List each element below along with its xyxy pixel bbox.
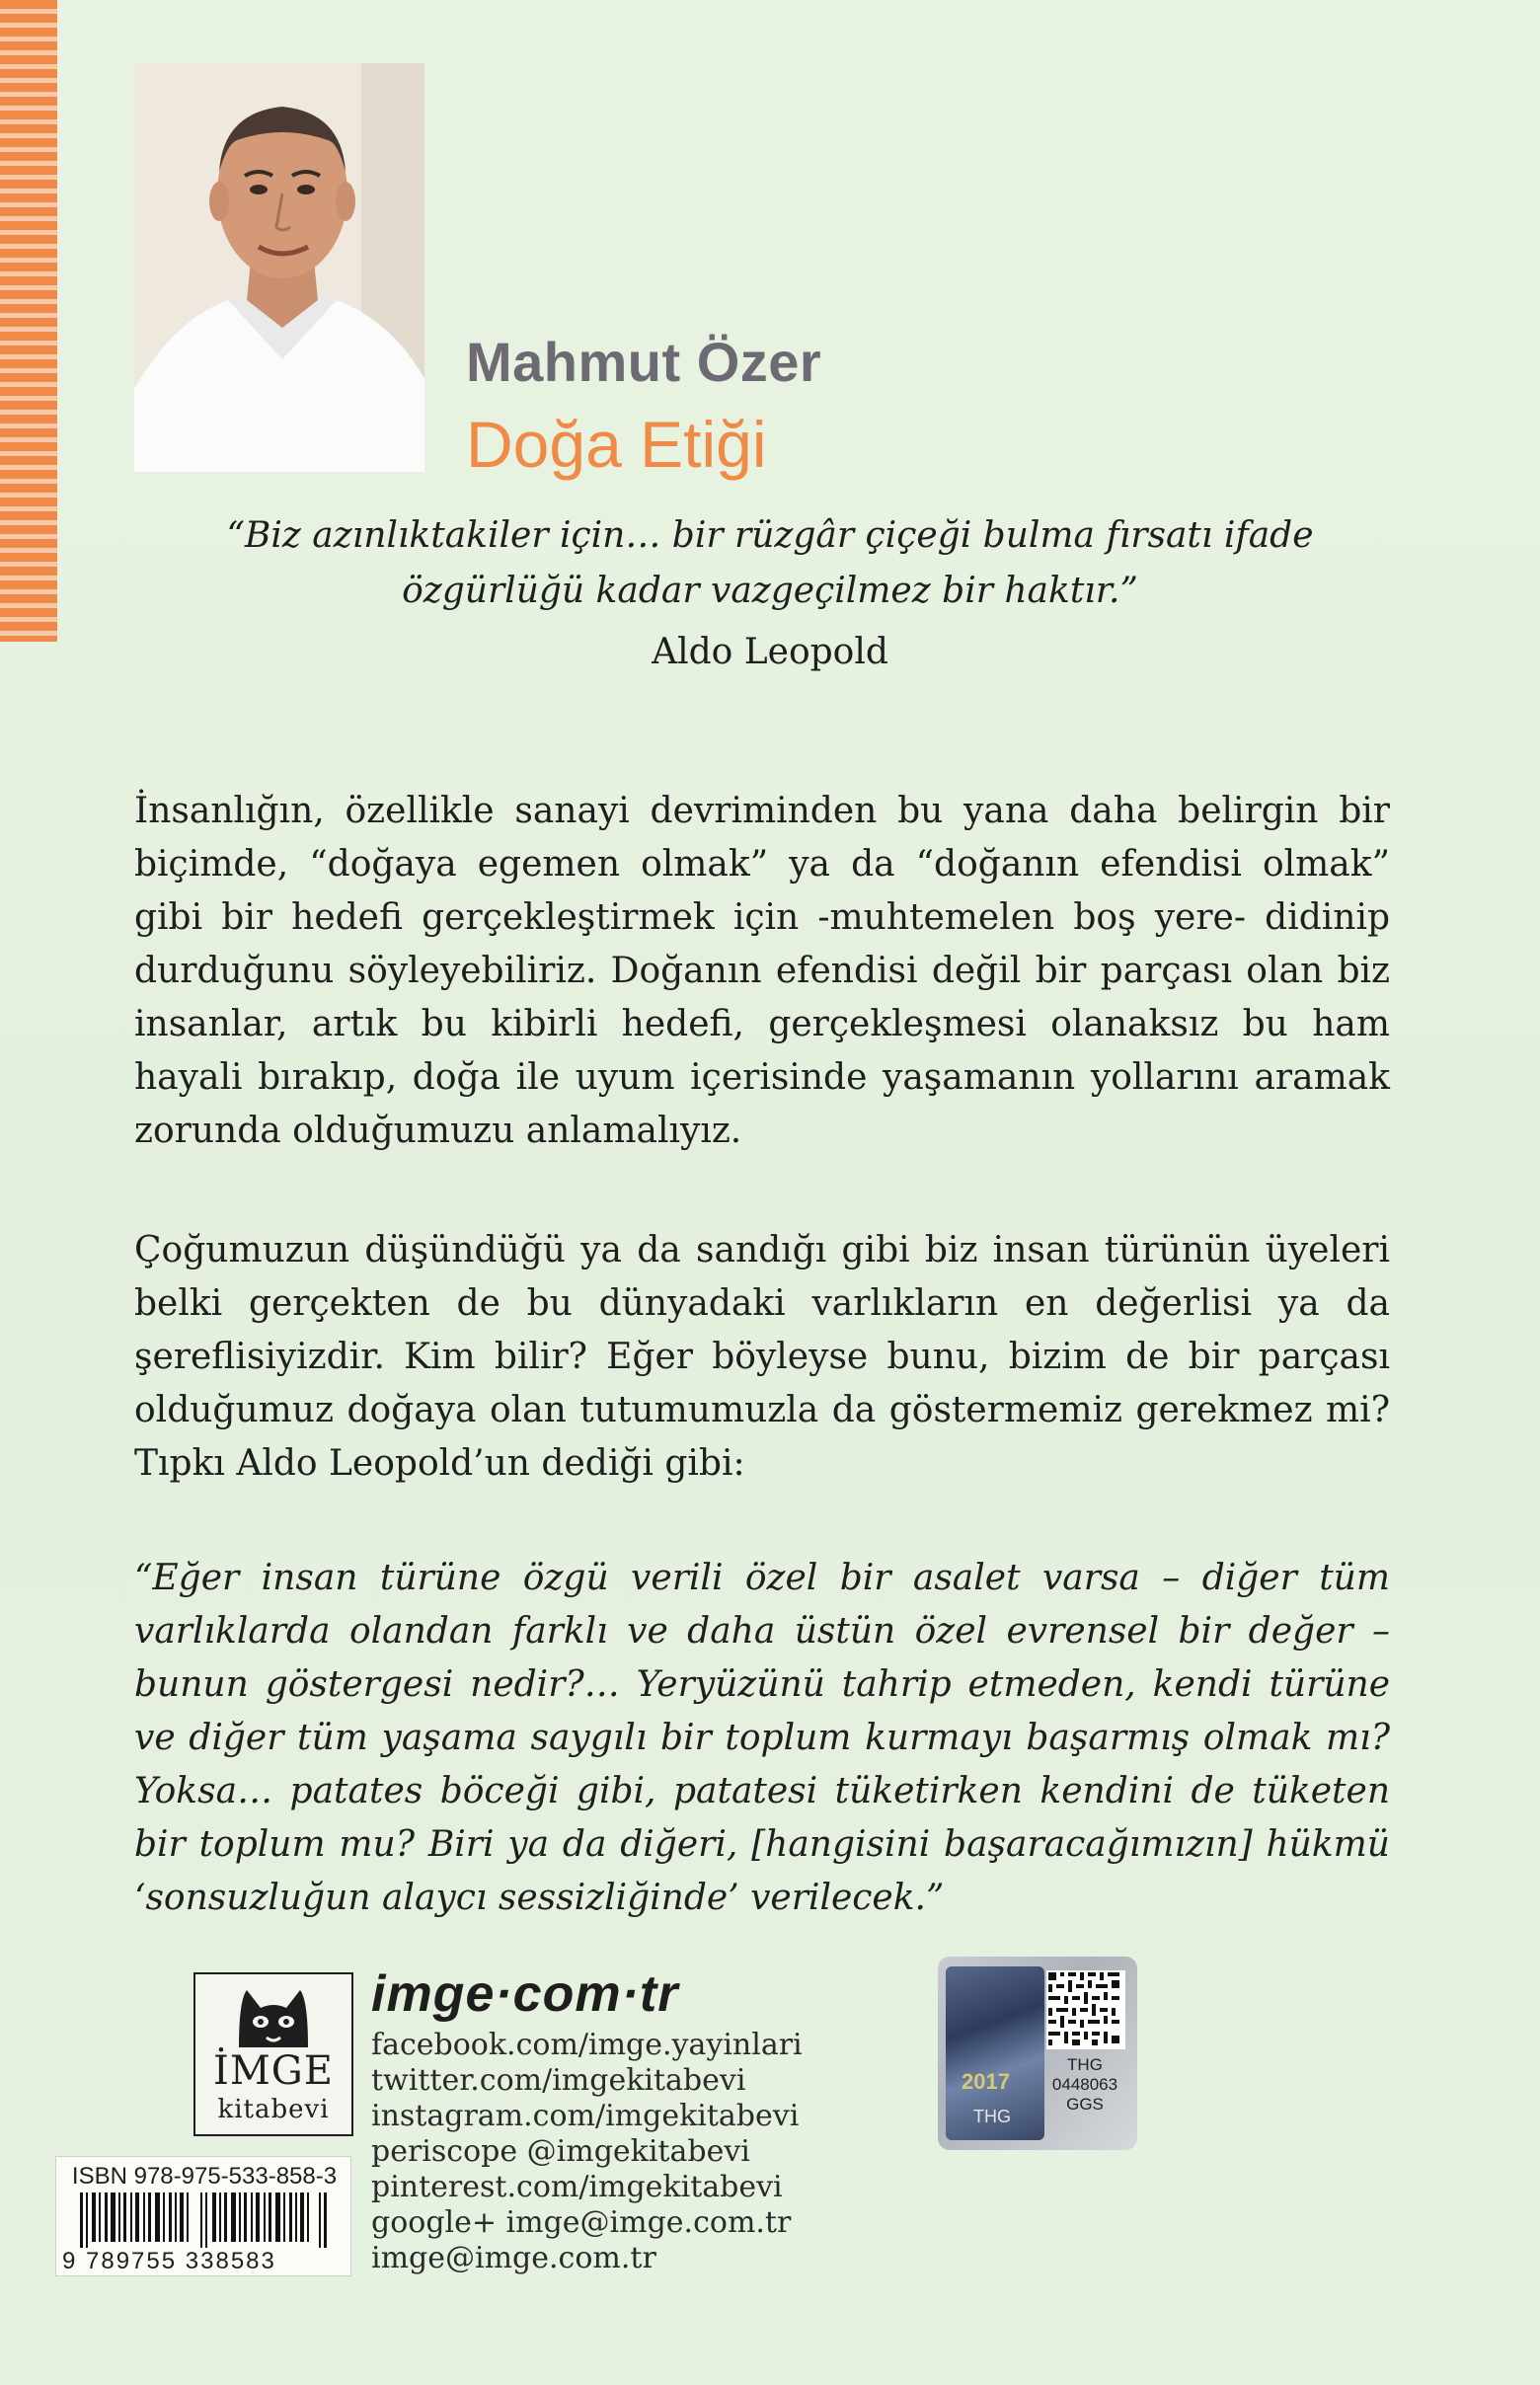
sticker-code: 0448063 <box>1051 2075 1118 2094</box>
barcode-digits: 9 789755 338583 <box>62 2248 276 2274</box>
link-email: imge@imge.com.tr <box>371 2241 656 2275</box>
body-paragraph-2: Çoğumuzun düşündüğü ya da sandığı gibi biz insan türünün üyeleri belki gerçekten de bu dünyadaki varlıkların en değerlisi ya da şereflisiyizdir. Kim bilir? Eğer böyleyse bunu, bizim de bir parçası olduğumuz doğaya olan tutumumuzla da göstermemiz gerekmez mi? Tıpkı Aldo Leopold’un dediği gibi: <box>134 1230 1390 1484</box>
qr-code-icon <box>1046 1970 1125 2049</box>
hologram-text: THG <box>973 2107 1011 2126</box>
book-title: Doğa Etiği <box>466 408 767 481</box>
epigraph-author: Aldo Leopold <box>652 632 888 672</box>
publisher-logo-name: İMGE <box>213 2048 334 2094</box>
publisher-links <box>371 2028 803 2276</box>
body-paragraph-1: İnsanlığın, özellikle sanayi devriminden bu yana daha belirgin bir biçimde, “doğaya egemen olmak” ya da “doğanın efendisi olmak” gibi bir hedefi gerçekleştirmek için -muhtemelen boş yere- didinip durduğunu söyleyebiliriz. Doğanın efendisi değil bir parçası olan biz insanlar, artık bu kibirli hedefi, gerçekleşmesi olanaksız bu ham hayali bırakıp, doğa ile uyum içerisinde yaşamanın yollarını aramak zorunda olduğumuzu anlamalıyız. <box>134 791 1390 1151</box>
author-photo <box>134 63 424 472</box>
author-name: Mahmut Özer <box>466 331 822 393</box>
bandrol-sticker <box>938 1957 1137 2150</box>
link-periscope: periscope @imgekitabevi <box>371 2134 750 2169</box>
publisher-website: imge·com·tr <box>371 1965 679 2023</box>
epigraph-line-1: “Biz azınlıktakiler için… bir rüzgâr çiçeği bulma fırsatı ifade <box>226 515 1314 556</box>
sticker-suffix: GGS <box>1066 2095 1104 2114</box>
link-twitter: twitter.com/imgekitabevi <box>371 2063 746 2098</box>
link-google-plus: google+ imge@imge.com.tr <box>371 2205 792 2240</box>
link-facebook: facebook.com/imge.yayinlari <box>371 2028 803 2062</box>
link-pinterest: pinterest.com/imgekitabevi <box>371 2170 783 2204</box>
cat-icon <box>195 1978 351 2057</box>
hologram-year: 2017 <box>962 2069 1010 2094</box>
epigraph-quote <box>148 508 1392 619</box>
isbn-label: ISBN 978-975-533-858-3 <box>71 2163 338 2190</box>
link-instagram: instagram.com/imgekitabevi <box>371 2099 800 2133</box>
isbn-barcode <box>55 2156 351 2276</box>
hologram-icon <box>946 1966 1044 2140</box>
publisher-logo-sub: kitabevi <box>217 2095 330 2124</box>
orange-stripe-decoration <box>0 0 57 642</box>
body-quote: “Eğer insan türüne özgü verili özel bir asalet varsa – diğer tüm varlıklarda olandan farklı ve daha üstün özel evrensel bir değer – bunun göstergesi nedir?… Yeryüzünü tahrip etmeden, kendi türüne ve diğer tüm yaşama saygılı bir toplum kurmayı başarmış olmak mı? Yoksa… patates böceği gibi, patatesi tüketirken kendini de tüketen bir toplum mu? Biri ya da diğeri, [hangisini başaracağımızın] hükmü ‘sonsuzluğun alaycı sessizliğinde’ verilecek.” <box>134 1558 1390 1918</box>
barcode-icon <box>80 2193 329 2248</box>
publisher-logo <box>193 1972 353 2136</box>
epigraph-line-2: özgürlüğü kadar vazgeçilmez bir haktır.” <box>402 571 1138 611</box>
sticker-series: THG <box>1067 2055 1103 2074</box>
